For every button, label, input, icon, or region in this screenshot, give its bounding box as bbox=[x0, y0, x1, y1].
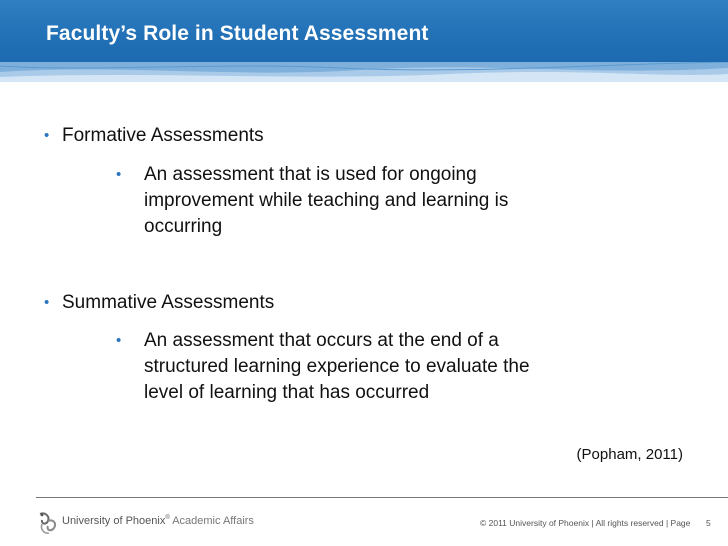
footer-divider bbox=[36, 497, 728, 498]
bullet-dot-icon: • bbox=[116, 332, 122, 349]
header-wave-stripe bbox=[0, 62, 728, 82]
footer-copyright: © 2011 University of Phoenix | All rights reserved | Page bbox=[480, 518, 691, 528]
logo-registered-mark: ® bbox=[165, 515, 170, 521]
bullet-label: Formative Assessments bbox=[62, 125, 264, 146]
sub-bullet-line: An assessment that is used for ongoing bbox=[144, 164, 477, 185]
bullet-dot-icon: • bbox=[116, 166, 122, 183]
university-logo bbox=[36, 510, 254, 536]
logo-text bbox=[62, 515, 254, 527]
sub-bullet-line: structured learning experience to evaluate the bbox=[144, 356, 530, 377]
sub-bullet-line: An assessment that occurs at the end of a bbox=[144, 330, 499, 351]
logo-department: Academic Affairs bbox=[172, 515, 254, 527]
page-number: 5 bbox=[706, 518, 711, 528]
sub-bullet-line: level of learning that has occurred bbox=[144, 382, 430, 403]
slide-header bbox=[0, 0, 728, 82]
sub-bullet-line: improvement while teaching and learning is bbox=[144, 190, 509, 211]
logo-university-name: University of Phoenix bbox=[62, 515, 166, 527]
bullet-dot-icon: • bbox=[44, 127, 50, 144]
slide-title: Faculty’s Role in Student Assessment bbox=[46, 22, 429, 45]
citation: (Popham, 2011) bbox=[576, 446, 683, 463]
bullet-label: Summative Assessments bbox=[62, 292, 275, 313]
bullet-dot-icon: • bbox=[44, 294, 50, 311]
sub-bullet-line: occurring bbox=[144, 216, 223, 237]
phoenix-logo-icon bbox=[36, 510, 60, 536]
